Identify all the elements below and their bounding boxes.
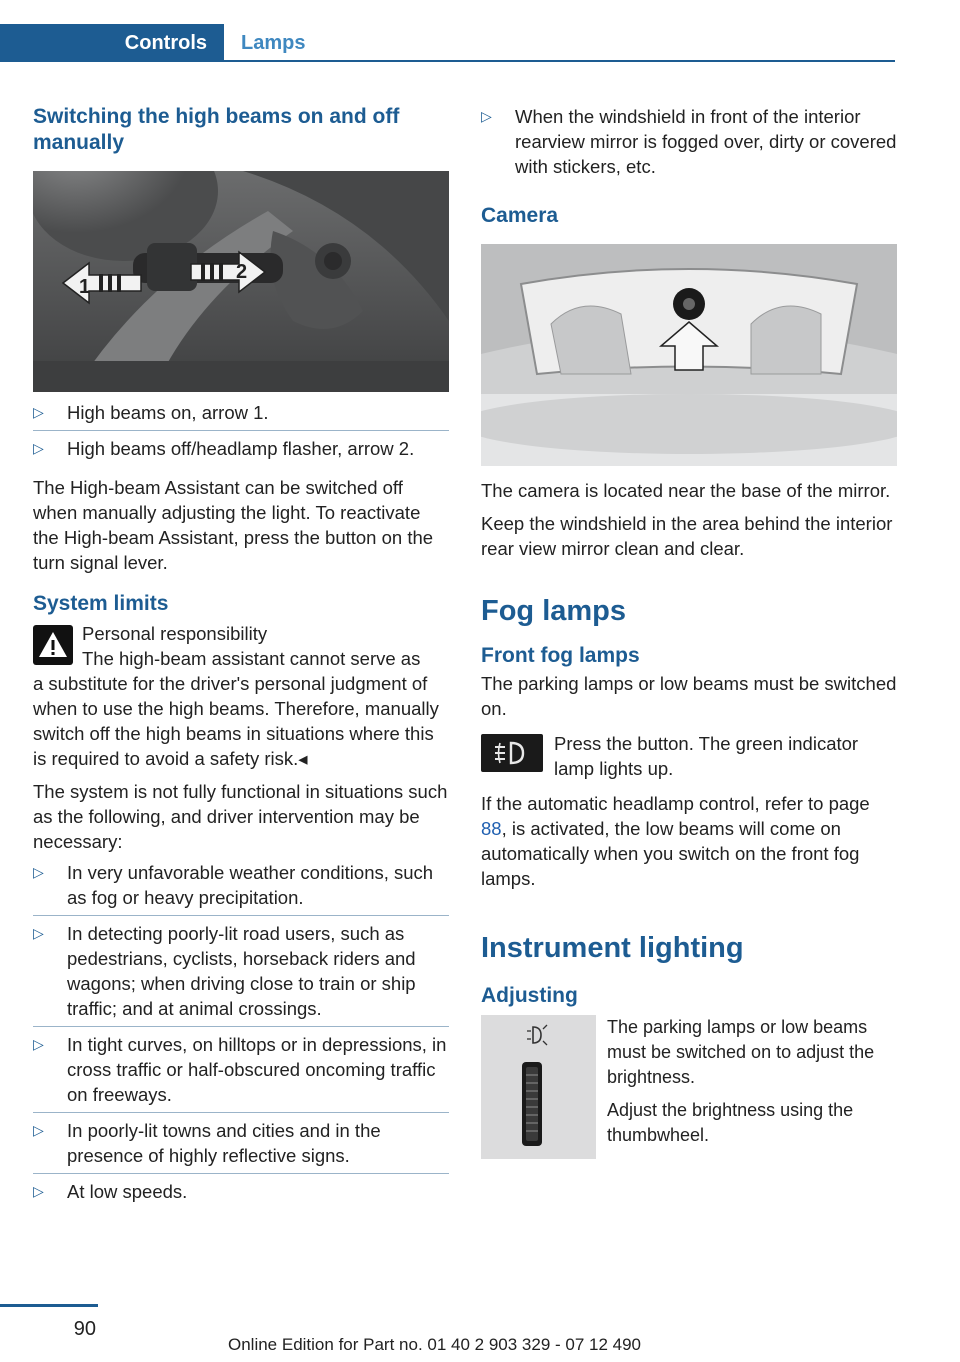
adjusting-block [481, 1015, 897, 1148]
list-item: ▷ High beams off/headlamp flasher, arrow 2. [33, 430, 449, 461]
list-item: ▷ In very unfavorable weather conditions, such as fog or heavy precipitation. [33, 862, 434, 908]
fog-paragraph-1: The parking lamps or low beams must be switched on. [481, 673, 897, 719]
manual-bullet-list [33, 400, 449, 461]
fog-button-text: Press the button. The green indicator lamp lights up. [554, 733, 859, 779]
warning-icon [33, 625, 73, 665]
arrow-2-label: 2 [236, 261, 248, 283]
page-number: 90 [73, 1318, 96, 1340]
camera-paragraph-2: Keep the windshield in the area behind the interior rear view mirror clean and clear. [481, 513, 893, 559]
heading-high-beams-manual: Switching the high beams on and off manually [33, 105, 400, 154]
right-column [481, 104, 897, 1148]
warning-title: Personal responsibility [82, 623, 268, 644]
warning-text: a substitute for the driver's personal judgment of when to use the high beams. Therefore, manually switch off the high beams in situations where this is required to avoid a safety risk.◂ [33, 673, 439, 769]
bullet-triangle-icon: ▷ [33, 1183, 44, 1199]
front-fog-lamp-icon [481, 734, 543, 772]
list-item: ▷ When the windshield in front of the interior rearview mirror is fogged over, dirty or covered with stickers, etc. [481, 106, 897, 177]
limits-bullet-list [33, 860, 449, 1204]
steering-column-figure [33, 171, 449, 392]
adjust-paragraph-2: Adjust the brightness using the thumbwheel. [607, 1100, 854, 1145]
bullet-triangle-icon: ▷ [33, 440, 44, 456]
page-link[interactable]: 88 [481, 818, 502, 839]
list-item: ▷ In tight curves, on hilltops or in depressions, in cross traffic or half-obscured oncoming traffic on freeways. [33, 1026, 449, 1107]
left-column [33, 104, 449, 1204]
heading-fog-lamps: Fog lamps [481, 595, 627, 627]
list-item: ▷ At low speeds. [33, 1173, 449, 1204]
warning-line: The high-beam assistant cannot serve as [82, 648, 421, 669]
list-item: ▷ In poorly-lit towns and cities and in the presence of highly reflective signs. [33, 1112, 449, 1168]
steering-lever-image [33, 171, 449, 392]
paragraph-reactivate: The High-beam Assistant can be switched off when manually adjusting the light. To reactivate the High-beam Assistant, press the button on the turn signal lever. [33, 477, 434, 573]
list-item: ▷ In detecting poorly-lit road users, such as pedestrians, cyclists, horseback riders and wagons; when driving close to train or ship traffic; and at animal crossings. [33, 915, 449, 1021]
arrow-1-label: 1 [79, 276, 91, 298]
windshield-camera-image [481, 244, 897, 466]
footer-rule [0, 1304, 98, 1307]
bullet-triangle-icon: ▷ [33, 925, 44, 941]
tab-controls[interactable]: Controls [0, 24, 224, 62]
fog-button-block [481, 731, 897, 783]
heading-instrument-lighting: Instrument lighting [481, 932, 744, 964]
bullet-triangle-icon: ▷ [33, 404, 44, 420]
edition-note: Online Edition for Part no. 01 40 2 903 329 - 07 12 490 [228, 1335, 642, 1354]
tab-lamps[interactable]: Lamps [241, 32, 306, 54]
adjust-paragraph-1: The parking lamps or low beams must be switched on to adjust the brightness. [607, 1017, 875, 1087]
bullet-triangle-icon: ▷ [481, 108, 492, 124]
heading-camera: Camera [481, 204, 559, 227]
warning-block [33, 621, 449, 771]
camera-figure [481, 244, 897, 466]
heading-adjusting: Adjusting [481, 984, 578, 1007]
heading-system-limits: System limits [33, 592, 169, 615]
thumbwheel-icon [481, 1015, 596, 1159]
heading-front-fog-lamps: Front fog lamps [481, 644, 640, 667]
list-item: ▷ High beams on, arrow 1. [33, 402, 269, 423]
fog-paragraph-2: If the automatic headlamp control, refer to page 88, is activated, the low beams will come on automatically when you switch on the front fog lamps. [481, 793, 870, 889]
camera-paragraph-1: The camera is located near the base of the mirror. [481, 480, 891, 501]
paragraph-limits: The system is not fully functional in situations such as the following, and driver intervention may be necessary: [33, 781, 448, 852]
bullet-triangle-icon: ▷ [33, 1036, 44, 1052]
bullet-triangle-icon: ▷ [33, 1122, 44, 1138]
page-header [0, 24, 895, 64]
bullet-triangle-icon: ▷ [33, 864, 44, 880]
